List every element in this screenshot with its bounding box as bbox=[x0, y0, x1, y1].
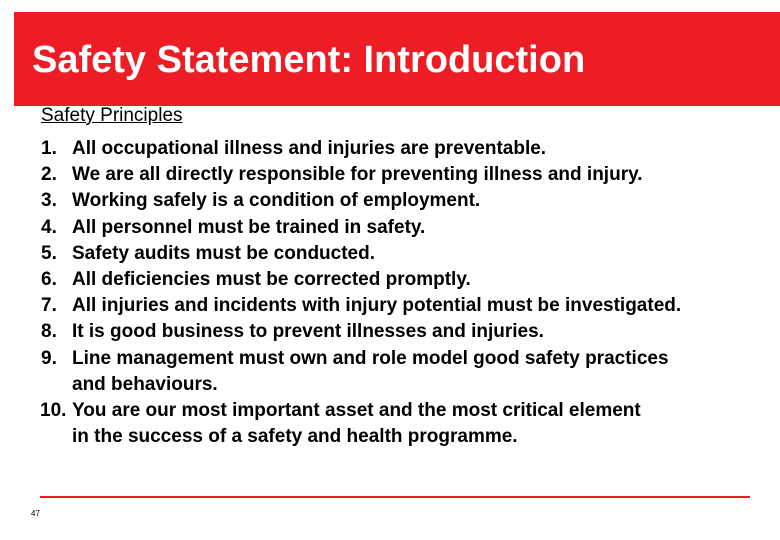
principle-number: 6. bbox=[41, 269, 57, 291]
principle-text: and behaviours. bbox=[72, 373, 218, 395]
principle-number: 5. bbox=[41, 242, 57, 264]
principle-item bbox=[0, 241, 681, 267]
footer-divider bbox=[40, 496, 750, 498]
principle-text: Line management must own and role model good safety practices bbox=[72, 347, 669, 369]
principle-text: You are our most important asset and the most critical element bbox=[72, 400, 641, 422]
principle-item bbox=[0, 293, 681, 319]
principle-number: 1. bbox=[41, 138, 57, 159]
title-bar bbox=[14, 12, 780, 106]
principle-text: All occupational illness and injuries are preventable. bbox=[72, 138, 547, 159]
principle-number: 4. bbox=[41, 216, 57, 238]
principles-list bbox=[0, 136, 681, 450]
principle-number: 8. bbox=[41, 321, 57, 343]
principle-text: Safety audits must be conducted. bbox=[72, 242, 375, 264]
principle-text: It is good business to prevent illnesses and injuries. bbox=[72, 321, 544, 343]
principle-number: 9. bbox=[41, 347, 57, 369]
principle-item bbox=[0, 188, 681, 214]
principle-item bbox=[0, 346, 681, 398]
principle-text: Working safely is a condition of employment. bbox=[72, 190, 481, 212]
principle-number: 2. bbox=[41, 164, 57, 186]
subtitle: Safety Principles bbox=[41, 105, 183, 126]
principle-text: We are all directly responsible for preventing illness and injury. bbox=[72, 164, 643, 186]
principle-item bbox=[0, 162, 681, 188]
principle-item bbox=[0, 319, 681, 345]
page-number: 47 bbox=[31, 509, 40, 518]
principle-text: All injuries and incidents with injury potential must be investigated. bbox=[72, 295, 682, 317]
principle-number: 3. bbox=[41, 190, 57, 212]
principle-item bbox=[0, 136, 681, 162]
principle-text: All personnel must be trained in safety. bbox=[72, 216, 426, 238]
slide-title: Safety Statement: Introduction bbox=[32, 39, 586, 81]
principle-item bbox=[0, 267, 681, 293]
principle-text: in the success of a safety and health programme. bbox=[72, 426, 518, 448]
principle-item bbox=[0, 398, 681, 450]
principle-text: All deficiencies must be corrected promptly. bbox=[72, 269, 471, 291]
principle-number: 10. bbox=[40, 400, 67, 422]
principle-number: 7. bbox=[41, 295, 57, 317]
principle-item bbox=[0, 215, 681, 241]
